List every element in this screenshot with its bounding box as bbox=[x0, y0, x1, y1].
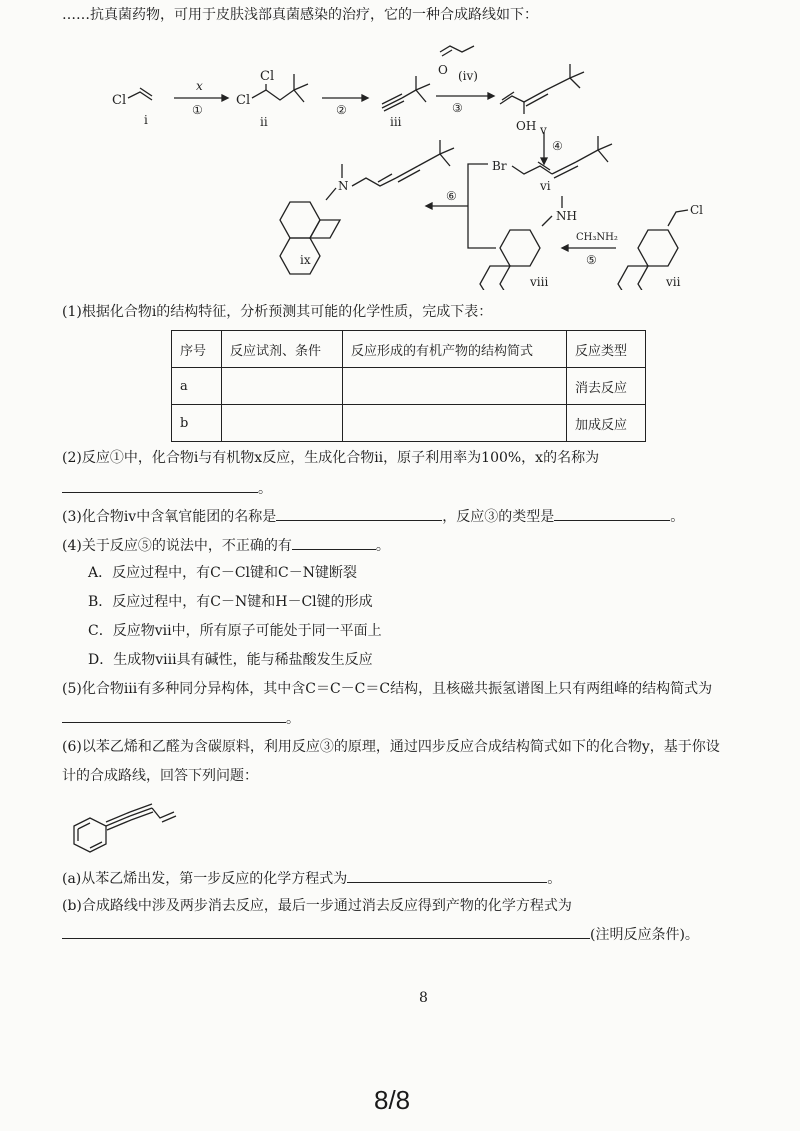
row-reagent[interactable] bbox=[222, 368, 343, 405]
header-product: 反应形成的有机产物的结构简式 bbox=[343, 331, 567, 368]
atom-nh-viii: NH bbox=[556, 209, 577, 223]
question-6b-answer-line bbox=[62, 924, 699, 945]
arrow4-number: ④ bbox=[552, 139, 563, 153]
arrow2-number: ② bbox=[336, 103, 347, 117]
arrow6-number: ⑥ bbox=[446, 189, 457, 203]
row-reagent[interactable] bbox=[222, 405, 343, 442]
arrow3-number: ③ bbox=[452, 101, 463, 115]
header-id: 序号 bbox=[172, 331, 222, 368]
question-3 bbox=[62, 506, 684, 527]
atom-cl-vii: Cl bbox=[690, 203, 704, 217]
option-c: C．反应物vii中，所有原子可能处于同一平面上 bbox=[88, 623, 382, 639]
answer-blank[interactable] bbox=[347, 868, 547, 883]
answer-blank[interactable] bbox=[292, 535, 376, 550]
question-2-answer-line bbox=[62, 478, 272, 499]
atom-cl-ii-top: Cl bbox=[260, 69, 275, 84]
label-ii: ii bbox=[260, 115, 268, 129]
answer-blank[interactable] bbox=[554, 506, 670, 521]
question-4-stem-text: (4)关于反应⑤的说法中，不正确的有 bbox=[62, 538, 292, 554]
question-1-text: (1)根据化合物i的结构特征，分析预测其可能的化学性质，完成下表： bbox=[62, 304, 493, 320]
answer-blank[interactable] bbox=[62, 708, 286, 723]
synthesis-scheme bbox=[100, 30, 740, 290]
arrow1-reagent: x bbox=[196, 79, 203, 93]
arrow5-number: ⑤ bbox=[586, 253, 597, 267]
question-5-answer-line bbox=[62, 708, 300, 729]
question-4-stem bbox=[62, 535, 390, 556]
answer-table bbox=[171, 330, 646, 442]
label-iv: (iv) bbox=[458, 69, 478, 83]
question-3-part1: (3)化合物iv中含氧官能团的名称是 bbox=[62, 509, 277, 525]
atom-n-ix: N bbox=[338, 179, 349, 193]
intro-text: ……抗真菌药物，可用于皮肤浅部真菌感染的治疗，它的一种合成路线如下： bbox=[62, 7, 538, 23]
row-id: a bbox=[172, 368, 222, 405]
option-d: D．生成物viii具有碱性，能与稀盐酸发生反应 bbox=[88, 652, 373, 668]
atom-oh-v: OH bbox=[516, 119, 537, 133]
answer-blank[interactable] bbox=[62, 478, 258, 493]
question-5-text: (5)化合物iii有多种同分异构体，其中含C＝C－C＝C结构，且核磁共振氢谱图上只有两组峰的结构简式为 bbox=[62, 681, 713, 697]
label-vi: vi bbox=[540, 179, 551, 193]
label-viii: viii bbox=[530, 275, 549, 289]
label-iii: iii bbox=[390, 115, 402, 129]
row-id: b bbox=[172, 405, 222, 442]
question-3-end: 。 bbox=[670, 509, 685, 525]
question-6-line1: (6)以苯乙烯和乙醛为含碳原料，利用反应③的原理，通过四步反应合成结构简式如下的化合物y，基于你设 bbox=[62, 739, 720, 755]
header-type: 反应类型 bbox=[567, 331, 646, 368]
row-product[interactable] bbox=[343, 368, 567, 405]
row-type: 消去反应 bbox=[567, 368, 646, 405]
row-product[interactable] bbox=[343, 405, 567, 442]
question-5-end: 。 bbox=[286, 711, 300, 727]
label-v: v bbox=[540, 123, 547, 137]
question-3-part2: ，反应③的类型是 bbox=[442, 509, 555, 525]
option-b: B．反应过程中，有C－N键和H－Cl键的形成 bbox=[88, 594, 373, 610]
atom-br-vi: Br bbox=[492, 159, 507, 173]
atom-cl-ii-left: Cl bbox=[236, 93, 251, 108]
label-ix: ix bbox=[300, 253, 311, 267]
question-6a bbox=[62, 868, 561, 889]
arrow5-reagent: CH₃NH₂ bbox=[576, 232, 618, 243]
page-number: 8 bbox=[419, 990, 428, 1006]
viewer-page-indicator: 8/8 bbox=[374, 1085, 411, 1115]
row-type: 加成反应 bbox=[567, 405, 646, 442]
table-header-row bbox=[172, 331, 646, 368]
question-2-text: (2)反应①中，化合物i与有机物x反应，生成化合物ii，原子利用率为100%，x的名称为 bbox=[62, 450, 600, 466]
question-6a-text: (a)从苯乙烯出发，第一步反应的化学方程式为 bbox=[62, 871, 348, 887]
question-6a-end: 。 bbox=[547, 871, 562, 887]
atom-cl-i: Cl bbox=[112, 93, 127, 108]
label-vii: vii bbox=[666, 275, 681, 289]
question-6-line2: 计的合成路线，回答下列问题： bbox=[62, 768, 258, 784]
question-4-end: 。 bbox=[375, 538, 390, 554]
option-a: A．反应过程中，有C－Cl键和C－N键断裂 bbox=[88, 565, 357, 581]
answer-blank[interactable] bbox=[276, 506, 442, 521]
compound-y-structure bbox=[56, 802, 186, 864]
table-row bbox=[172, 405, 646, 442]
answer-blank[interactable] bbox=[62, 924, 590, 939]
table-row bbox=[172, 368, 646, 405]
header-reagent: 反应试剂、条件 bbox=[222, 331, 343, 368]
question-2-end: 。 bbox=[258, 481, 272, 497]
arrow1-number: ① bbox=[192, 103, 203, 117]
question-6b-text: (b)合成路线中涉及两步消去反应，最后一步通过消去反应得到产物的化学方程式为 bbox=[62, 898, 572, 914]
question-6b-end: (注明反应条件)。 bbox=[590, 927, 699, 943]
label-i: i bbox=[144, 113, 148, 127]
atom-o-iv: O bbox=[438, 63, 448, 77]
